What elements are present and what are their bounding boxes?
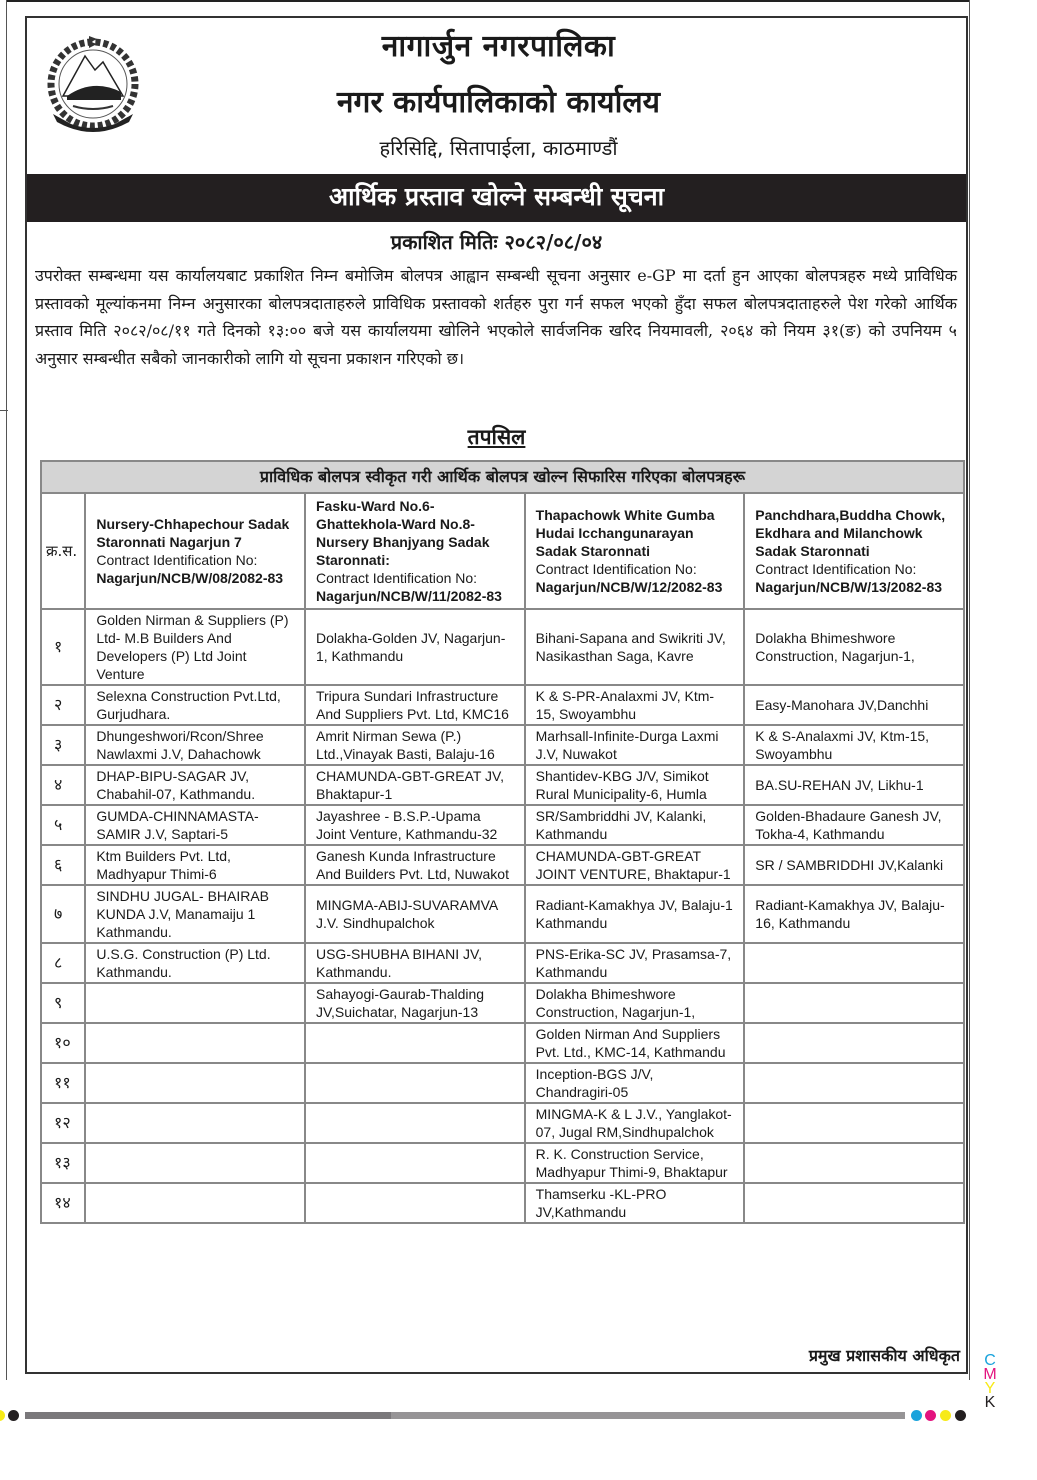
bidder-cell: Shantidev-KBG J/V, Simikot Rural Municipality-6, Humla bbox=[525, 765, 745, 805]
office-address: हरिसिद्दि, सितापाईला, काठमाण्डौं bbox=[379, 136, 618, 160]
table-header-row bbox=[41, 493, 964, 609]
bidder-cell bbox=[744, 943, 964, 983]
crop-mark bbox=[0, 410, 8, 411]
published-date: प्रकाशित मितिः २०८२/०८/०४ bbox=[390, 230, 603, 254]
contract-id-label: Contract Identification No: bbox=[96, 552, 258, 568]
bidder-cell bbox=[305, 1183, 525, 1223]
notice-title-banner: आर्थिक प्रस्ताव खोल्ने सम्बन्धी सूचना bbox=[27, 174, 966, 222]
bidder-cell: Ktm Builders Pvt. Ltd, Madhyapur Thimi-6 bbox=[85, 845, 305, 885]
bidder-cell: U.S.G. Construction (P) Ltd. Kathmandu. bbox=[85, 943, 305, 983]
package-name: Panchdhara,Buddha Chowk, Ekdhara and Milanchowk Sadak Staronnati bbox=[755, 507, 946, 559]
bidder-cell: Thamserku -KL-PRO JV,Kathmandu bbox=[525, 1183, 745, 1223]
column-header bbox=[305, 493, 525, 609]
table-row bbox=[41, 685, 964, 725]
bidder-cell: Dolakha Bhimeshwore Construction, Nagarjun-1, bbox=[744, 609, 964, 685]
bidder-cell: SR / SAMBRIDDHI JV,Kalanki bbox=[744, 845, 964, 885]
serial-number: ८ bbox=[41, 943, 85, 983]
serial-number: १३ bbox=[41, 1143, 85, 1183]
serial-number: १२ bbox=[41, 1103, 85, 1143]
table-row bbox=[41, 845, 964, 885]
bidder-cell: Ganesh Kunda Infrastructure And Builders Pvt. Ltd, Nuwakot bbox=[305, 845, 525, 885]
bidder-cell: SINDHU JUGAL- BHAIRAB KUNDA J.V, Manamaiju 1 Kathmandu. bbox=[85, 885, 305, 943]
page-frame-left bbox=[6, 0, 7, 1380]
bidders-table bbox=[40, 460, 965, 1224]
bidder-cell: Golden Nirman & Suppliers (P) Ltd- M.B Builders And Developers (P) Ltd Joint Venture bbox=[85, 609, 305, 685]
bidder-cell bbox=[85, 1143, 305, 1183]
bidder-cell: Inception-BGS J/V, Chandragiri-05 bbox=[525, 1063, 745, 1103]
contract-id: Nagarjun/NCB/W/13/2082-83 bbox=[755, 579, 943, 595]
bidder-cell bbox=[744, 1063, 964, 1103]
bidder-cell bbox=[85, 1103, 305, 1143]
column-header bbox=[744, 493, 964, 609]
table-row bbox=[41, 983, 964, 1023]
bidder-cell bbox=[744, 1103, 964, 1143]
notice-body: उपरोक्त सम्बन्धमा यस कार्यालयबाट प्रकाशित निम्न बमोजिम बोलपत्र आह्वान सम्बन्धी सूचना अनुसार e-GP मा दर्ता हुन आएका बोलपत्रहरु मध्ये प्राविधिक प्रस्तावको मूल्यांकनमा निम्न अनुसारका बोलपत्रदाताहरुले प्राविधिक प्रस्तावको शर्तहरु पुरा गर्न सफल भएको हुँदा सफल बोलपत्रदाताहरुले पेश गरेको आर्थिक प्रस्ताव मिति २०८२/०८/११ गते दिनको १३:०० बजे यस कार्यालयमा खोलिने भएकोले सार्वजनिक खरिद नियमावली, २०६४ को नियम ३१(ङ) को उपनियम ५ अनुसार सम्बन्धीत सबैको जानकारीको लागि यो सूचना प्रकाशन गरिएको छ। bbox=[35, 266, 957, 368]
column-header bbox=[85, 493, 305, 609]
serial-number: २ bbox=[41, 685, 85, 725]
table-row bbox=[41, 805, 964, 845]
table-row bbox=[41, 1063, 964, 1103]
page-frame-top bbox=[6, 0, 970, 2]
bidder-cell bbox=[744, 983, 964, 1023]
column-header bbox=[525, 493, 745, 609]
bidder-cell: Dolakha Bhimeshwore Construction, Nagarjun-1, bbox=[525, 983, 745, 1023]
table-caption-row bbox=[41, 461, 964, 493]
package-name: Thapachowk White Gumba Hudai Icchangunarayan Sadak Staronnati bbox=[535, 507, 715, 559]
serial-number: ४ bbox=[41, 765, 85, 805]
bidder-cell: Bihani-Sapana and Swikriti JV, Nasikasthan Saga, Kavre bbox=[525, 609, 745, 685]
table-caption: प्राविधिक बोलपत्र स्वीकृत गरी आर्थिक बोलपत्र खोल्न सिफारिस गरिएका बोलपत्रहरू bbox=[41, 461, 964, 493]
contract-id-label: Contract Identification No: bbox=[315, 570, 478, 586]
contract-id: Nagarjun/NCB/W/12/2082-83 bbox=[535, 579, 723, 595]
registration-bar bbox=[391, 1412, 905, 1419]
bidder-cell: Dhungeshwori/Rcon/Shree Nawlaxmi J.V, Dahachowk bbox=[85, 725, 305, 765]
serial-number: ११ bbox=[41, 1063, 85, 1103]
bidder-cell: MINGMA-ABIJ-SUVARAMVA J.V. Sindhupalchok bbox=[305, 885, 525, 943]
serial-number: ३ bbox=[41, 725, 85, 765]
table-body bbox=[41, 609, 964, 1223]
bidder-cell bbox=[85, 1063, 305, 1103]
details-heading: तपसिल bbox=[467, 425, 526, 449]
bidder-cell: Selexna Construction Pvt.Ltd, Gurjudhara. bbox=[85, 685, 305, 725]
bidder-cell: Radiant-Kamakhya JV, Balaju-16, Kathmandu bbox=[744, 885, 964, 943]
bidder-cell: Marhsall-Infinite-Durga Laxmi J.V, Nuwakot bbox=[525, 725, 745, 765]
package-name: Fasku-Ward No.6-Ghattekhola-Ward No.8-Nursery Bhanjyang Sadak Staronnati: bbox=[315, 498, 490, 568]
cmyk-registration-letters bbox=[983, 1354, 997, 1410]
table-row bbox=[41, 1023, 964, 1063]
table-row bbox=[41, 1103, 964, 1143]
bidder-cell bbox=[85, 1023, 305, 1063]
bidder-cell bbox=[85, 983, 305, 1023]
bidder-cell: Radiant-Kamakhya JV, Balaju-1 Kathmandu bbox=[525, 885, 745, 943]
serial-number: ५ bbox=[41, 805, 85, 845]
bidder-cell: Golden Nirman And Suppliers Pvt. Ltd., KMC-14, Kathmandu bbox=[525, 1023, 745, 1063]
bidder-cell bbox=[744, 1023, 964, 1063]
serial-number: ७ bbox=[41, 885, 85, 943]
signatory-title: प्रमुख प्रशासकीय अधिकृत bbox=[808, 1346, 960, 1365]
contract-id: Nagarjun/NCB/W/11/2082-83 bbox=[315, 588, 502, 604]
bidder-cell: DHAP-BIPU-SAGAR JV, Chabahil-07, Kathmandu. bbox=[85, 765, 305, 805]
bidder-cell: R. K. Construction Service, Madhyapur Thimi-9, Bhaktapur bbox=[525, 1143, 745, 1183]
black-registration-dot bbox=[8, 1410, 19, 1421]
bidder-cell: Jayashree - B.S.P.-Upama Joint Venture, Kathmandu-32 bbox=[305, 805, 525, 845]
bidder-cell: CHAMUNDA-GBT-GREAT JV, Bhaktapur-1 bbox=[305, 765, 525, 805]
table-row bbox=[41, 1143, 964, 1183]
bidder-cell bbox=[744, 1183, 964, 1223]
table-row bbox=[41, 1183, 964, 1223]
cmyk-letter-k: K bbox=[984, 1394, 996, 1411]
bidder-cell bbox=[85, 1183, 305, 1223]
bidder-cell: K & S-PR-Analaxmi JV, Ktm-15, Swoyambhu bbox=[525, 685, 745, 725]
yellow-registration-dot bbox=[0, 1410, 5, 1421]
bidder-cell: MINGMA-K & L J.V., Yanglakot-07, Jugal RM,Sindhupalchok bbox=[525, 1103, 745, 1143]
cyan-registration-dot bbox=[911, 1410, 922, 1421]
serial-number-header: क्र.स. bbox=[41, 493, 85, 609]
bidder-cell bbox=[744, 1143, 964, 1183]
bidder-cell: BA.SU-REHAN JV, Likhu-1 bbox=[744, 765, 964, 805]
cmyk-letter-m: M bbox=[983, 1366, 997, 1383]
contract-id: Nagarjun/NCB/W/08/2082-83 bbox=[96, 570, 284, 586]
bidder-cell: Golden-Bhadaure Ganesh JV, Tokha-4, Kathmandu bbox=[744, 805, 964, 845]
bidder-cell bbox=[305, 1103, 525, 1143]
magenta-registration-dot bbox=[925, 1410, 936, 1421]
yellow-registration-dot bbox=[940, 1410, 951, 1421]
cmyk-letter-c: C bbox=[984, 1352, 996, 1369]
bidder-cell: CHAMUNDA-GBT-GREAT JOINT VENTURE, Bhaktapur-1 bbox=[525, 845, 745, 885]
bidder-cell: USG-SHUBHA BIHANI JV, Kathmandu. bbox=[305, 943, 525, 983]
bidder-cell bbox=[305, 1143, 525, 1183]
serial-number: १ bbox=[41, 609, 85, 685]
bidder-cell: Sahayogi-Gaurab-Thalding JV,Suichatar, Nagarjun-13 bbox=[305, 983, 525, 1023]
cmyk-letter-y: Y bbox=[984, 1380, 996, 1397]
notice-box bbox=[25, 16, 968, 1374]
bidder-cell bbox=[305, 1023, 525, 1063]
bidder-cell: Dolakha-Golden JV, Nagarjun-1, Kathmandu bbox=[305, 609, 525, 685]
bidder-cell: GUMDA-CHINNAMASTA-SAMIR J.V, Saptari-5 bbox=[85, 805, 305, 845]
serial-number: ९ bbox=[41, 983, 85, 1023]
bidder-cell: PNS-Erika-SC JV, Prasamsa-7, Kathmandu bbox=[525, 943, 745, 983]
table-row bbox=[41, 765, 964, 805]
serial-number: ६ bbox=[41, 845, 85, 885]
bidder-cell: Easy-Manohara JV,Danchhi bbox=[744, 685, 964, 725]
contract-id-label: Contract Identification No: bbox=[535, 561, 697, 577]
municipality-name: नागार्जुन नगरपालिका bbox=[381, 29, 616, 64]
registration-bar bbox=[25, 1412, 391, 1419]
contract-id-label: Contract Identification No: bbox=[755, 561, 917, 577]
table-row bbox=[41, 725, 964, 765]
bidder-cell: Tripura Sundari Infrastructure And Suppliers Pvt. Ltd, KMC16 bbox=[305, 685, 525, 725]
bidder-cell: Amrit Nirman Sewa (P.) Ltd.,Vinayak Basti, Balaju-16 bbox=[305, 725, 525, 765]
table-row bbox=[41, 943, 964, 983]
serial-number: १० bbox=[41, 1023, 85, 1063]
package-name: Nursery-Chhapechour Sadak Staronnati Nagarjun 7 bbox=[96, 516, 290, 550]
table-row bbox=[41, 885, 964, 943]
serial-number: १४ bbox=[41, 1183, 85, 1223]
page-frame-right bbox=[969, 0, 970, 1380]
black-registration-dot bbox=[955, 1410, 966, 1421]
office-name: नगर कार्यपालिकाको कार्यालय bbox=[336, 85, 661, 120]
table-row bbox=[41, 609, 964, 685]
bidder-cell bbox=[305, 1063, 525, 1103]
bidder-cell: SR/Sambriddhi JV, Kalanki, Kathmandu bbox=[525, 805, 745, 845]
bidder-cell: K & S-Analaxmi JV, Ktm-15, Swoyambhu bbox=[744, 725, 964, 765]
